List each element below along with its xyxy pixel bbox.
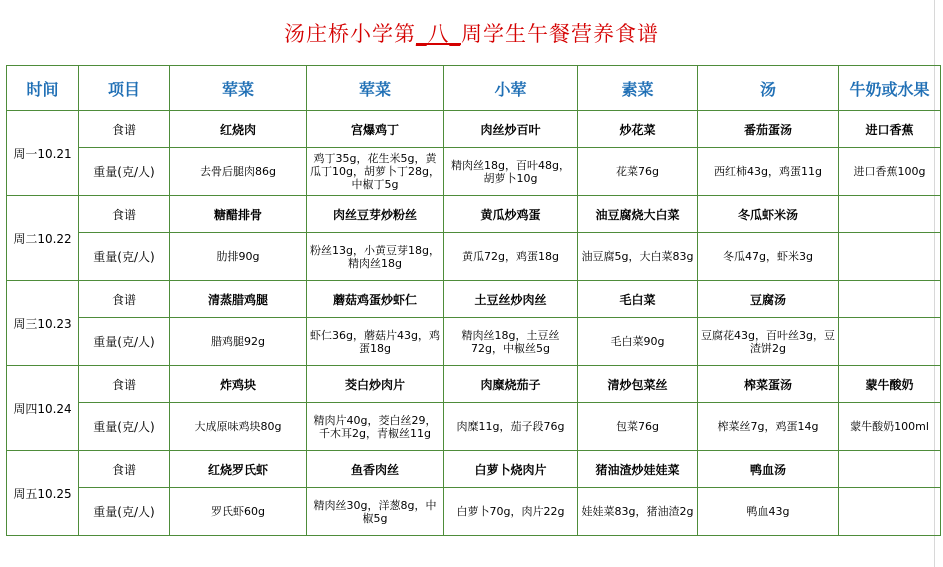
weight-cell: 鸡丁35g，花生米5g，黄瓜丁10g，胡萝卜丁28g，中椒丁5g <box>307 148 444 196</box>
day-date-cell: 周三10.23 <box>7 281 79 366</box>
dish-cell: 鸭血汤 <box>698 451 839 488</box>
row-label-weight: 重量(克/人) <box>79 403 170 451</box>
menu-row <box>7 451 941 488</box>
weight-cell: 虾仁36g，蘑菇片43g，鸡蛋18g <box>307 318 444 366</box>
dish-cell: 红烧罗氏虾 <box>170 451 307 488</box>
dish-cell: 炸鸡块 <box>170 366 307 403</box>
dish-cell: 糖醋排骨 <box>170 196 307 233</box>
dish-cell: 榨菜蛋汤 <box>698 366 839 403</box>
weight-cell: 鸭血43g <box>698 488 839 536</box>
header-vegetable: 素菜 <box>578 66 698 111</box>
dish-cell: 茭白炒肉片 <box>307 366 444 403</box>
dish-cell <box>839 451 941 488</box>
title-suffix: 周学生午餐营养食谱 <box>461 22 659 46</box>
weight-cell: 腊鸡腿92g <box>170 318 307 366</box>
weight-cell: 进口香蕉100g <box>839 148 941 196</box>
weight-cell: 粉丝13g，小黄豆芽18g，精肉丝18g <box>307 233 444 281</box>
weight-row <box>7 233 941 281</box>
title-prefix: 汤庄桥小学第 <box>284 22 416 46</box>
menu-body <box>7 111 941 536</box>
weight-cell: 精肉丝18g，百叶48g，胡萝卜10g <box>444 148 578 196</box>
menu-row <box>7 196 941 233</box>
weight-cell: 包菜76g <box>578 403 698 451</box>
dish-cell: 番茄蛋汤 <box>698 111 839 148</box>
header-meat-2: 荤菜 <box>307 66 444 111</box>
day-date-cell: 周四10.24 <box>7 366 79 451</box>
dish-cell: 猪油渣炒娃娃菜 <box>578 451 698 488</box>
weight-cell: 肋排90g <box>170 233 307 281</box>
dish-cell: 土豆丝炒肉丝 <box>444 281 578 318</box>
day-date-cell: 周一10.21 <box>7 111 79 196</box>
header-meat-1: 荤菜 <box>170 66 307 111</box>
dish-cell: 清炒包菜丝 <box>578 366 698 403</box>
dish-cell: 油豆腐烧大白菜 <box>578 196 698 233</box>
dish-cell: 蘑菇鸡蛋炒虾仁 <box>307 281 444 318</box>
dish-cell: 白萝卜烧肉片 <box>444 451 578 488</box>
weight-cell <box>839 318 941 366</box>
weight-cell: 大成原味鸡块80g <box>170 403 307 451</box>
menu-row <box>7 111 941 148</box>
weight-cell: 蒙牛酸奶100ml <box>839 403 941 451</box>
row-label-menu: 食谱 <box>79 366 170 403</box>
header-small-meat: 小荤 <box>444 66 578 111</box>
weight-cell: 黄瓜72g，鸡蛋18g <box>444 233 578 281</box>
dish-cell: 进口香蕉 <box>839 111 941 148</box>
dish-cell: 肉丝炒百叶 <box>444 111 578 148</box>
weight-cell: 西红柿43g，鸡蛋11g <box>698 148 839 196</box>
dish-cell: 宫爆鸡丁 <box>307 111 444 148</box>
header-time: 时间 <box>7 66 79 111</box>
menu-row <box>7 366 941 403</box>
dish-cell: 炒花菜 <box>578 111 698 148</box>
row-label-weight: 重量(克/人) <box>79 233 170 281</box>
dish-cell <box>839 196 941 233</box>
dish-cell: 肉丝豆芽炒粉丝 <box>307 196 444 233</box>
dish-cell: 毛白菜 <box>578 281 698 318</box>
weight-cell: 榨菜丝7g，鸡蛋14g <box>698 403 839 451</box>
page-title <box>0 18 943 48</box>
lunch-menu-table <box>6 65 941 536</box>
header-soup: 汤 <box>698 66 839 111</box>
weight-cell: 罗氏虾60g <box>170 488 307 536</box>
dish-cell: 冬瓜虾米汤 <box>698 196 839 233</box>
weight-cell: 精肉丝18g，土豆丝72g，中椒丝5g <box>444 318 578 366</box>
dish-cell <box>839 281 941 318</box>
row-label-menu: 食谱 <box>79 111 170 148</box>
dish-cell: 红烧肉 <box>170 111 307 148</box>
weight-row <box>7 148 941 196</box>
weight-cell: 毛白菜90g <box>578 318 698 366</box>
weight-cell: 花菜76g <box>578 148 698 196</box>
day-date-cell: 周二10.22 <box>7 196 79 281</box>
row-label-menu: 食谱 <box>79 196 170 233</box>
row-label-weight: 重量(克/人) <box>79 318 170 366</box>
row-label-weight: 重量(克/人) <box>79 148 170 196</box>
weight-cell: 精肉丝30g，洋葱8g，中椒5g <box>307 488 444 536</box>
dish-cell: 黄瓜炒鸡蛋 <box>444 196 578 233</box>
day-date-cell: 周五10.25 <box>7 451 79 536</box>
dish-cell: 肉糜烧茄子 <box>444 366 578 403</box>
header-row <box>7 66 941 111</box>
row-label-menu: 食谱 <box>79 281 170 318</box>
dish-cell: 豆腐汤 <box>698 281 839 318</box>
header-item: 项目 <box>79 66 170 111</box>
weight-cell: 去骨后腿肉86g <box>170 148 307 196</box>
weight-cell: 油豆腐5g，大白菜83g <box>578 233 698 281</box>
weight-cell: 娃娃菜83g，猪油渣2g <box>578 488 698 536</box>
row-label-menu: 食谱 <box>79 451 170 488</box>
weight-cell: 精肉片40g，茭白丝29，千木耳2g，青椒丝11g <box>307 403 444 451</box>
dish-cell: 鱼香肉丝 <box>307 451 444 488</box>
weight-cell <box>839 488 941 536</box>
weight-cell: 冬瓜47g，虾米3g <box>698 233 839 281</box>
weight-row <box>7 403 941 451</box>
title-week: _八_ <box>416 22 461 46</box>
dish-cell: 清蒸腊鸡腿 <box>170 281 307 318</box>
weight-row <box>7 318 941 366</box>
weight-cell: 白萝卜70g，肉片22g <box>444 488 578 536</box>
header-milk-fruit: 牛奶或水果 <box>839 66 941 111</box>
row-label-weight: 重量(克/人) <box>79 488 170 536</box>
dish-cell: 蒙牛酸奶 <box>839 366 941 403</box>
weight-cell: 肉糜11g，茄子段76g <box>444 403 578 451</box>
menu-row <box>7 281 941 318</box>
weight-cell <box>839 233 941 281</box>
weight-row <box>7 488 941 536</box>
weight-cell: 豆腐花43g，百叶丝3g，豆渣饼2g <box>698 318 839 366</box>
